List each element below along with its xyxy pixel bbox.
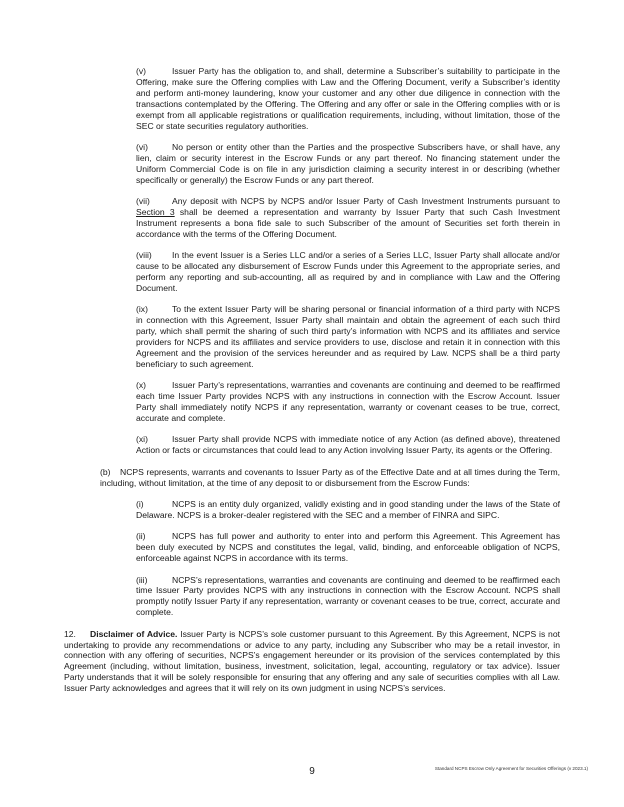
section-3-link[interactable]: Section 3	[136, 206, 175, 217]
clause-number: (iii)	[136, 574, 148, 585]
document-body	[64, 66, 560, 705]
clause-number: (ii)	[136, 531, 146, 542]
paragraph-vii	[64, 196, 560, 240]
section-number: 12.	[64, 628, 76, 639]
clause-text: Issuer Party has the obligation to, and shall, determine a Subscriber’s suitability to participate in the Offering, make sure the Offering complies with Law and the Offering Document, verify a Subscriber’s identity and perform anti-money laundering, know your customer and any other due diligence in connection with the transactions contemplated by the Offering. The Offering and any offer or sale in the Offering complies with or is exempt from all applicable registrations or qualification requirements, including, without limitation, those of the SEC or state securities regulatory authorities.	[136, 66, 560, 131]
paragraph-xi	[64, 434, 560, 456]
clause-text: NCPS has full power and authority to enter into and perform this Agreement. This Agreement has been duly executed by NCPS and constitutes the legal, valid, binding, and enforceable obligation of NCPS, enforceable against NCPS in accordance with its terms.	[136, 531, 560, 564]
clause-text: NCPS is an entity duly organized, validly existing and in good standing under the laws of the State of Delaware. NCPS is a broker-dealer registered with the SEC and a member of FINRA and SIPC.	[136, 499, 560, 520]
paragraph-ix	[64, 304, 560, 369]
clause-number: (v)	[136, 66, 147, 76]
clause-text: No person or entity other than the Parties and the prospective Subscribers have, or shall have, any lien, claim or security interest in the Escrow Funds or any part thereof. No financing statement under the Uniform Commercial Code is on file in any jurisdiction claiming a security interest in or describing (whether specifically or generally) the Escrow Funds or any part thereof.	[136, 141, 560, 185]
paragraph-iii	[64, 575, 560, 619]
clause-number: (ix)	[136, 304, 148, 315]
clause-number: (vii)	[136, 196, 150, 207]
clause-text: Any deposit with NCPS by NCPS and/or Issuer Party of Cash Investment Instruments pursuant to	[172, 196, 560, 207]
clause-text: In the event Issuer is a Series LLC and/or a series of a Series LLC, Issuer Party shall allocate and/or cause to be allocated any disbursement of Escrow Funds under this Agreement to the appropriate series, and perform any reporting and sub-accounting, all as required by and in compliance with Law and the Offering Document.	[136, 250, 560, 293]
paragraph-viii	[64, 250, 560, 294]
clause-text: NCPS’s representations, warranties and covenants are continuing and deemed to be reaffirmed each time Issuer Party provides NCPS with any instructions in connection with the Escrow Account. NCPS shall promptly notify Issuer Party if any representation, warranty or covenant ceases to be true, correct, accurate and complete.	[136, 574, 560, 618]
clause-number: (i)	[136, 499, 144, 509]
footer-document-title: Standard NCPS Escrow Only Agreement for Securities Offerings (v 2023.1)	[434, 766, 588, 771]
paragraph-ii	[64, 531, 560, 564]
paragraph-i	[64, 499, 560, 521]
clause-text: Issuer Party shall provide NCPS with immediate notice of any Action (as defined above), threatened Action or facts or circumstances that could lead to any Action involving Issuer Party, its agents or the Offering.	[136, 434, 560, 456]
section-heading: Disclaimer of Advice.	[90, 628, 178, 639]
section-text: Issuer Party is NCPS’s sole customer pursuant to this Agreement. By this Agreement, NCPS is not undertaking to provide any recommendations or advice to any party, including any Subscriber who may be a retail investor, in connection with any offering of securities, NCPS’s engagement hereunder or its provision of the services contemplated by this Agreement (including, without limitation, business, investment, solicitation, legal, accounting, regulatory or tax advice). Issuer Party understands that it will be solely responsible for ensuring that any offering and any sale of securities complies with all Law. Issuer Party acknowledges and agrees that it will rely on its own judgment in using NCPS’s services.	[64, 628, 560, 694]
clause-number: (vi)	[136, 141, 148, 152]
clause-number: (b)	[100, 466, 111, 477]
page-number: 9	[309, 766, 315, 777]
clause-text-continued: shall be deemed a representation and warranty by Issuer Party that such Cash Investment Instrument represents a bona fide sale to such Subscriber of the amount of Securities set forth therein in accordance with the terms of the Offering Document.	[136, 206, 560, 239]
paragraph-x	[64, 380, 560, 424]
clause-text: Issuer Party’s representations, warranties and covenants are continuing and deemed to be reaffirmed each time Issuer Party provides NCPS with any instructions in connection with the Escrow Account. Issuer Party shall immediately notify NCPS if any representation, warranty or covenant ceases to be true, correct, accurate and complete.	[136, 380, 560, 423]
clause-number: (xi)	[136, 434, 148, 445]
clause-text: To the extent Issuer Party will be sharing personal or financial information of a third party with NCPS in connection with this Agreement, Issuer Party shall maintain and obtain the agreement of each such third party, which shall permit the sharing of such third party’s information with NCPS and its affiliates and service providers for NCPS and its affiliates and service providers to use, disclose and retain it in connection with this Agreement and the provision of the services hereunder and as required by Law. NCPS shall be a third party beneficiary to such agreement.	[136, 304, 560, 369]
clause-number: (viii)	[136, 250, 152, 261]
section-12	[64, 629, 560, 694]
clause-text: NCPS represents, warrants and covenants to Issuer Party as of the Effective Date and at all times during the Term, including, without limitation, at the time of any deposit to or disbursement from the Escrow Funds:	[100, 466, 560, 488]
paragraph-vi	[64, 142, 560, 186]
paragraph-b	[64, 467, 560, 489]
paragraph-v	[64, 66, 560, 131]
clause-number: (x)	[136, 380, 147, 391]
